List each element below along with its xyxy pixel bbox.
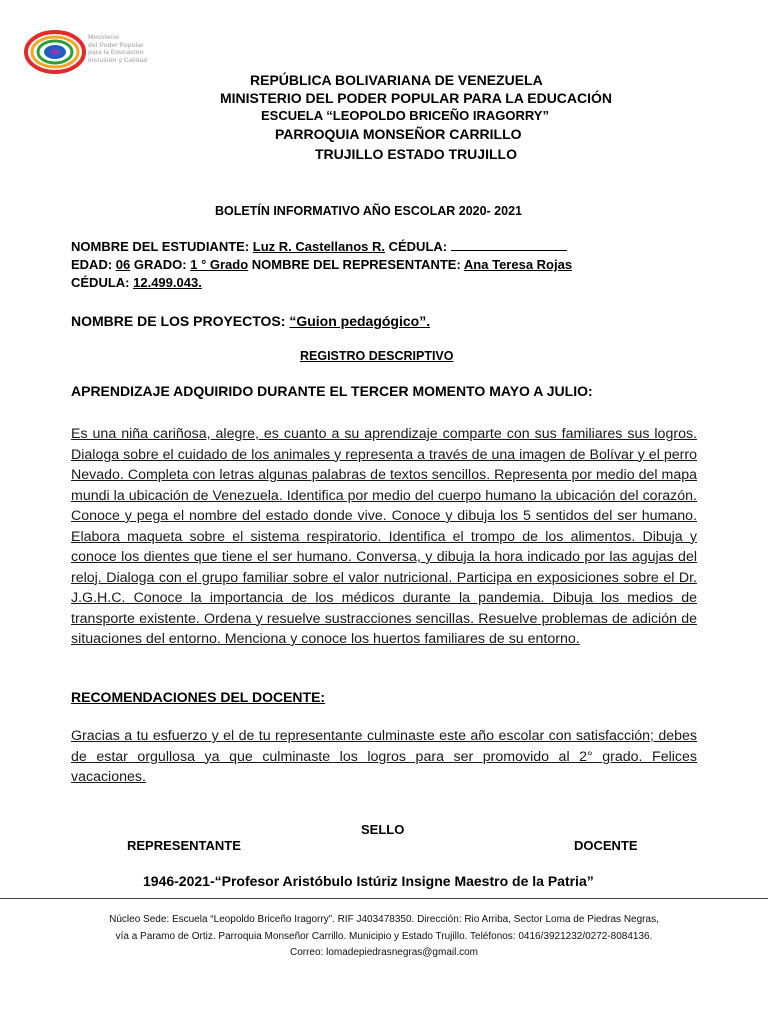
student-name-label: NOMBRE DEL ESTUDIANTE: <box>71 239 250 254</box>
bulletin-title: BOLETÍN INFORMATIVO AÑO ESCOLAR 2020- 2021 <box>215 204 522 218</box>
footer-address-line-1: Núcleo Sede: Escuela “Leopoldo Briceño Iragorry”. RIF J403478350. Dirección: Rio Arriba, Sector Loma de Piedras Negras, <box>109 914 659 925</box>
ministry-emblem-icon <box>24 30 86 74</box>
age-grade-row <box>71 257 572 272</box>
representative-value: Ana Teresa Rojas <box>463 257 573 272</box>
learning-description: Es una niña cariñosa, alegre, es cuanto a su aprendizaje comparte con sus familiares sus logros. Dialoga sobre el cuidado de los animales y representa a través de una imagen de Bolívar y el perro Nevado. Completa con letras algunas palabras de textos sencillos. Representa por medio del mapa mundi la ubicación de Venezuela. Identifica por medio del cuerpo humano la ubicación del corazón. Conoce y pega el nombre del estado donde vive. Conoce y dibuja los 5 sentidos del ser humano. Elabora maqueta sobre el sistema respiratorio. Identifica el trompo de los alimentos. Dibuja y conoce los dientes que tiene el ser humano. Conversa, y dibuja la hora indicado por las agujas del reloj. Dialoga con el grupo familiar sobre el valor nutricional. Participa en exposiciones sobre el Dr. J.G.H.C. Conoce la importancia de los médicos durante la pandemia. Dibuja los medios de transporte existente. Ordena y resuelve sustracciones sencillas. Resuelve problemas de adición de situaciones del entorno. Menciona y conoce los huertos familiares de su entorno. <box>71 426 697 647</box>
header-parish: PARROQUIA MONSEÑOR CARRILLO <box>275 126 522 142</box>
age-label: EDAD: <box>71 257 113 272</box>
projects-value: “Guion pedagógico”. <box>289 313 431 329</box>
seal-label: SELLO <box>361 822 405 837</box>
ministry-logo <box>24 30 174 74</box>
student-id-label: CÉDULA: <box>388 239 448 254</box>
student-name-row <box>71 238 567 254</box>
grade-label: GRADO: <box>133 257 187 272</box>
recommendations-text: Gracias a tu esfuerzo y el de tu representante culminaste este año escolar con satisfacción; debes de estar orgullosa ya que culminaste los logros para ser promovido al 2° grado. Felices vacaciones. <box>71 728 697 785</box>
footer-email: Correo: lomadepiedrasnegras@gmail.com <box>289 947 478 958</box>
projects-label: NOMBRE DE LOS PROYECTOS: <box>71 313 286 329</box>
motto: 1946-2021-“Profesor Aristóbulo Istúriz Insigne Maestro de la Patria” <box>143 873 594 889</box>
rep-id-row <box>71 275 202 290</box>
student-name-value: Luz R. Castellanos R. <box>252 239 385 254</box>
ministry-logo-text: Ministerio del Poder Popular para la Educación Inclusión y Calidad <box>88 34 148 64</box>
grade-value: 1 ° Grado <box>190 257 249 272</box>
projects-row <box>71 313 430 329</box>
registro-title: REGISTRO DESCRIPTIVO <box>300 349 454 363</box>
rep-id-value: 12.499.043. <box>133 275 202 290</box>
header-ministry: MINISTERIO DEL PODER POPULAR PARA LA EDUCACIÓN <box>220 90 613 106</box>
header-republic: REPÚBLICA BOLIVARIANA DE VENEZUELA <box>250 72 543 88</box>
representative-signature-label: REPRESENTANTE <box>127 838 241 853</box>
teacher-signature-label: DOCENTE <box>574 838 638 853</box>
recommendations-title: RECOMENDACIONES DEL DOCENTE: <box>71 689 326 705</box>
rep-id-label: CÉDULA: <box>71 275 130 290</box>
footer-address-line-2: vía a Paramo de Ortiz. Parroquia Monseñor Carrillo. Municipio y Estado Trujillo. Teléfonos: 0416/3921232/0272-8084136. <box>115 931 653 942</box>
header-school: ESCUELA “LEOPOLDO BRICEÑO IRAGORRY” <box>261 108 549 123</box>
footer-divider <box>0 898 768 899</box>
representative-label: NOMBRE DEL REPRESENTANTE: <box>251 257 461 272</box>
header-state: TRUJILLO ESTADO TRUJILLO <box>315 146 517 162</box>
student-id-blank <box>451 238 567 251</box>
age-value: 06 <box>115 257 131 272</box>
learning-title: APRENDIZAJE ADQUIRIDO DURANTE EL TERCER MOMENTO MAYO A JULIO: <box>71 383 593 399</box>
